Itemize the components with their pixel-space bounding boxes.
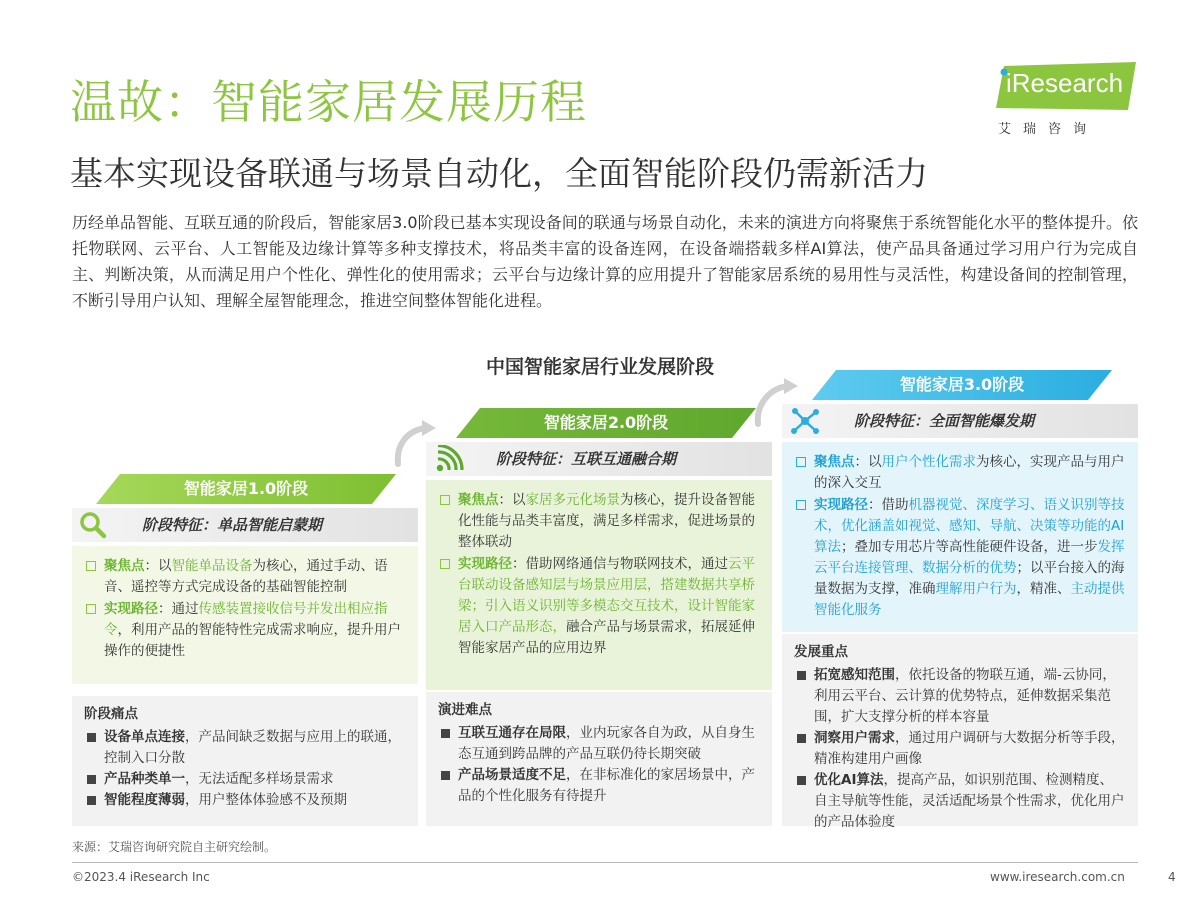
stage2-difficulty-title: 演进难点 (438, 702, 492, 718)
list-item: 优化AI算法，提高产品，如识别范围、检测精度、自主导航等性能，灵活适配场景个性需求，优化用户的产品体验度 (794, 770, 1126, 833)
stage2-feature (426, 442, 772, 476)
logo-text: iResearch (1006, 68, 1124, 98)
list-item: 产品种类单一，无法适配多样场景需求 (84, 769, 406, 790)
list-item: 拓宽感知范围，依托设备的物联互通，端-云协同，利用云平台、云计算的优势特点，延伸数据采集范围，扩大支撑分析的样本容量 (794, 665, 1126, 728)
source-note: 来源：艾瑞咨询研究院自主研究绘制。 (72, 840, 277, 854)
checkbox-icon (440, 559, 450, 569)
stage3-focus-points-box (782, 634, 1138, 830)
footer-divider (72, 862, 1138, 863)
stage3-path-item: 实现路径：借助机器视觉、深度学习、语义识别等技术，优化涵盖如视觉、感知、导航、决策等功能的AI算法；叠加专用芯片等高性能硬件设备，进一步发挥云平台连接管理、数据分析的优势；以平台接入的海量数据为支撑，准确理解用户行为，精准、主动提供智能化服务 (794, 495, 1126, 621)
stage3-label: 智能家居3.0阶段 (899, 375, 1025, 394)
website-link[interactable]: www.iresearch.com.cn (990, 870, 1125, 884)
list-item: 洞察用户需求，通过用户调研与大数据分析等手段，精准构建用户画像 (794, 728, 1126, 770)
network-hub-icon (790, 407, 820, 435)
logo-cn-text: 艾瑞咨询 (998, 122, 1099, 137)
stage1-feature (72, 508, 418, 542)
stage2-banner (456, 408, 756, 438)
stage1-path-item: 实现路径：通过传感装置接收信号并发出相应指令，利用产品的智能特性完成需求响应，提升用户操作的便捷性 (84, 599, 406, 662)
iresearch-logo[interactable] (996, 62, 1138, 137)
checkbox-icon (440, 495, 450, 505)
stage1-label: 智能家居1.0阶段 (183, 479, 309, 498)
intro-paragraph: 历经单品智能、互联互通的阶段后，智能家居3.0阶段已基本实现设备间的联通与场景自动化，未来的演进方向将聚焦于系统智能化水平的整体提升。依托物联网、云平台、人工智能及边缘计算等多种支撑技术，将品类丰富的设备连网，在设备端搭载多样AI算法，使产品具备通过学习用户行为完成自主、判断决策，从而满足用户个性化、弹性化的使用需求；云平台与边缘计算的应用提升了智能家居系统的易用性与灵活性，构建设备间的控制管理，不断引导用户认知、理解全屋智能理念，推进空间整体智能化进程。 (72, 213, 1138, 310)
stage3-banner (812, 370, 1112, 400)
magnifier-icon (78, 511, 108, 539)
stage1-focus-item: 聚焦点：以智能单品设备为核心，通过手动、语音、遥控等方式完成设备的基础智能控制 (84, 556, 406, 598)
stage1-focus-box (72, 546, 418, 684)
stage3-focus-points-title: 发展重点 (794, 644, 848, 660)
stage2-focus-box (426, 480, 772, 690)
stage2-label: 智能家居2.0阶段 (543, 413, 669, 432)
stage2-difficulty-box (426, 692, 772, 826)
stage2-feature-label: 阶段特征：互联互通融合期 (496, 450, 677, 468)
page-subtitle: 基本实现设备联通与场景自动化，全面智能阶段仍需新活力 (70, 154, 928, 193)
checkbox-icon (796, 457, 806, 467)
stage2-path-item: 实现路径：借助网络通信与物联网技术，通过云平台联动设备感知层与场景应用层，搭建数据共享桥梁；引入语义识别等多模态交互技术，设计智能家居入口产品形态，融合产品与场景需求，拓展延伸智能家居产品的应用边界 (438, 554, 760, 659)
checkbox-icon (796, 500, 806, 510)
page-number: 4 (1168, 870, 1176, 884)
stage3-feature-label: 阶段特征：全面智能爆发期 (854, 412, 1035, 430)
checkbox-icon (86, 561, 96, 571)
stage1-feature-label: 阶段特征：单品智能启蒙期 (142, 516, 323, 534)
list-item: 智能程度薄弱，用户整体体验感不及预期 (84, 790, 406, 811)
checkbox-icon (86, 604, 96, 614)
stage3-feature (782, 404, 1138, 438)
stage2-focus-item: 聚焦点：以家居多元化场景为核心，提升设备智能化性能与品类丰富度，满足多样需求，促进场景的整体联动 (438, 490, 760, 553)
stage3-focus-item: 聚焦点：以用户个性化需求为核心，实现产品与用户的深入交互 (794, 452, 1126, 494)
stage1-pain-box (72, 696, 418, 826)
list-item: 互联互通存在局限，业内玩家各自为政，从自身生态互通到跨品牌的产品互联仍待长期突破 (438, 723, 760, 765)
list-item: 设备单点连接，产品间缺乏数据与应用上的联通，控制入口分散 (84, 727, 406, 769)
chart-title: 中国智能家居行业发展阶段 (485, 356, 714, 378)
stage1-banner (96, 474, 396, 504)
list-item: 产品场景适度不足，在非标准化的家居场景中，产品的个性化服务有待提升 (438, 765, 760, 807)
copyright: ©2023.4 iResearch Inc (72, 870, 210, 884)
stage3-focus-box (782, 442, 1138, 632)
wifi-signal-icon (434, 445, 464, 473)
page-title: 温故：智能家居发展历程 (70, 75, 587, 129)
stage1-pain-title: 阶段痛点 (84, 706, 138, 722)
